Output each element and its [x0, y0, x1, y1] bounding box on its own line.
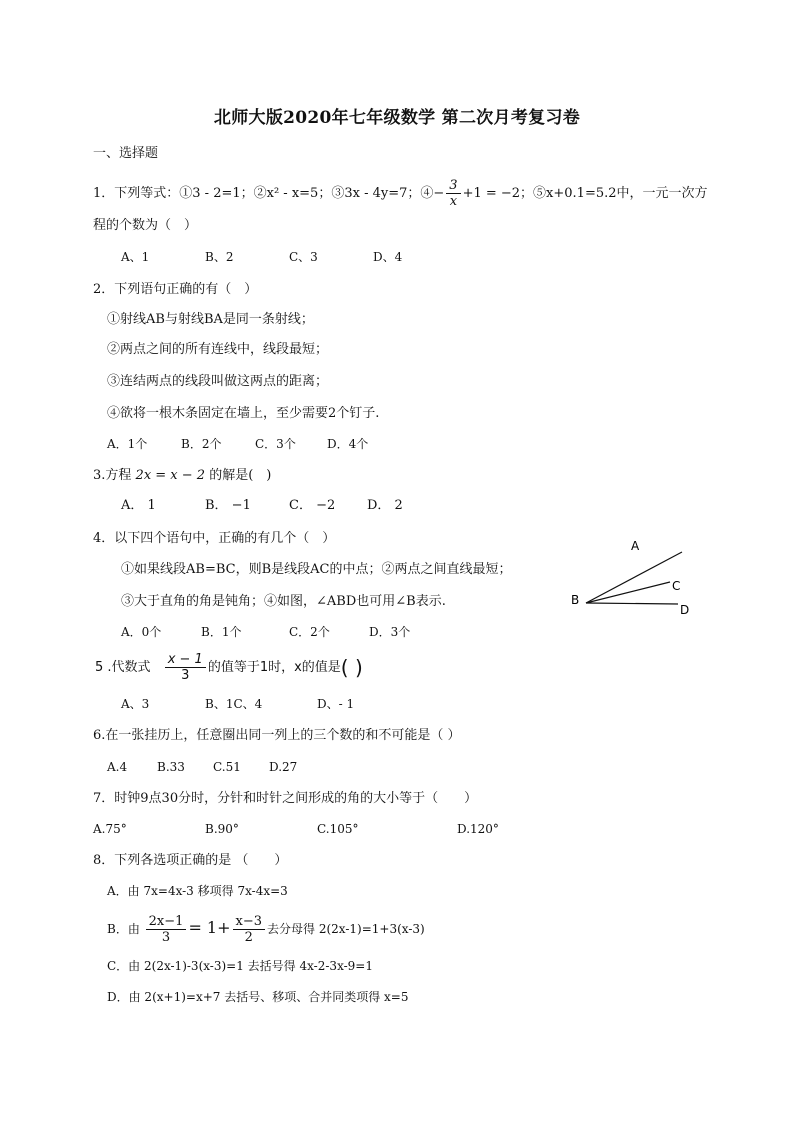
ray-ba [586, 552, 682, 603]
q1-fraction [446, 178, 460, 209]
q1-line2: 程的个数为（ ） [93, 218, 198, 233]
q3-equation: 2x = x − 2 [135, 468, 206, 483]
q5-stem-suffix: 的值等于1时，x的值是 [207, 660, 341, 675]
question-5 [95, 652, 363, 683]
q1-frac-den: x [449, 194, 458, 209]
q5-option-d: D、- 1 [317, 697, 355, 711]
q7-option-c: C.105° [317, 822, 359, 836]
question-7: 7．时钟9点30分时，分针和时针之间形成的角的大小等于（ ） [93, 791, 478, 806]
page-title: 北师大版2020年七年级数学 第二次月考复习卷 [213, 108, 581, 128]
q4-line-1: ①如果线段AB=BC，则B是线段AC的中点；②两点之间直线最短； [121, 562, 512, 577]
q4-line-2: ③大于直角的角是钝角；④如图，∠ABD也可用∠B表示. [121, 594, 446, 609]
q6-option-a: A.4 [107, 760, 128, 774]
question-2: 2．下列语句正确的有（ ） [93, 282, 258, 297]
q8-option-c: C．由 2(2x-1)-3(x-3)=1 去括号得 4x-2-3x-9=1 [107, 959, 373, 973]
q1-neg-sign: − [433, 186, 445, 201]
q8b-frac2-den: 2 [244, 930, 253, 945]
q8b-fraction-1 [146, 914, 187, 945]
question-3 [93, 467, 271, 485]
q7-option-d: D.120° [457, 822, 499, 836]
q1-stem-prefix: 1．下列等式：①3 - 2=1；②x² - x=5；③3x - 4y=7；④ [93, 186, 434, 201]
question-8: 8．下列各选项正确的是 （ ） [93, 853, 288, 868]
q4-option-d: D．3个 [369, 625, 411, 639]
q2-item-3: ③连结两点的线段叫做这两点的距离； [107, 374, 329, 389]
q1-option-c: C、3 [289, 250, 318, 264]
q8b-prefix: B．由 [107, 922, 140, 936]
q2-option-d: D．4个 [327, 437, 369, 451]
q8b-frac1-num: 2x−1 [146, 914, 187, 930]
q1-option-b: B、2 [205, 250, 234, 264]
q5-frac-den: 3 [181, 668, 190, 683]
ray-bc [586, 582, 670, 603]
q1-frac-num: 3 [446, 178, 460, 194]
q8-option-d: D．由 2(x+1)=x+7 去括号、移项、合并同类项得 x=5 [107, 990, 409, 1004]
q7-option-a: A.75° [93, 822, 127, 836]
q6-option-d: D.27 [269, 760, 298, 774]
q3-stem-post: 的解是( ) [209, 468, 272, 483]
q5-option-b: B、1C、4 [205, 697, 263, 711]
q8-option-b [107, 914, 425, 945]
q1-option-a: A、1 [121, 250, 150, 264]
q5-fraction [165, 652, 206, 683]
q3-option-c: C． −2 [289, 498, 336, 513]
question-6: 6.在一张挂历上，任意圈出同一列上的三个数的和不可能是（ ） [93, 728, 461, 743]
question-4: 4．以下四个语句中，正确的有几个（ ） [93, 531, 336, 546]
q3-stem-pre: 3.方程 [93, 468, 132, 483]
q1-option-d: D、4 [373, 250, 403, 264]
q8b-frac1-den: 3 [161, 930, 171, 945]
q5-answer-paren: ( ) [340, 655, 363, 680]
q2-option-b: B．2个 [181, 437, 222, 451]
q2-item-2: ②两点之间的所有连线中，线段最短； [107, 342, 329, 357]
point-label-a: A [631, 539, 640, 553]
q2-option-c: C．3个 [255, 437, 296, 451]
q7-option-b: B.90° [205, 822, 239, 836]
q4-option-a: A．0个 [121, 625, 162, 639]
q2-item-1: ①射线AB与射线BA是同一条射线； [107, 312, 314, 327]
q4-option-c: C．2个 [289, 625, 330, 639]
point-label-c: C [672, 579, 681, 593]
q1-stem-rest: +1 = −2；⑤x+0.1=5.2中，一元一次方 [462, 186, 708, 201]
q6-option-b: B.33 [157, 760, 185, 774]
point-label-b: B [571, 593, 580, 607]
q3-option-b: B． −1 [205, 498, 251, 513]
section-heading: 一、选择题 [93, 146, 159, 161]
q5-stem-prefix: 5 .代数式 [95, 660, 151, 675]
q6-option-c: C.51 [213, 760, 241, 774]
q2-option-a: A．1个 [107, 437, 148, 451]
q8b-fraction-2 [233, 914, 266, 945]
question-1 [93, 178, 708, 209]
q3-option-d: D． 2 [367, 498, 403, 513]
q5-option-a: A、3 [121, 697, 150, 711]
q4-option-b: B．1个 [201, 625, 242, 639]
point-label-d: D [680, 603, 690, 617]
angle-figure [560, 530, 710, 625]
q3-option-a: A． 1 [121, 498, 156, 513]
q2-item-4: ④欲将一根木条固定在墙上，至少需要2个钉子. [107, 406, 380, 421]
q8-option-a: A．由 7x=4x-3 移项得 7x-4x=3 [107, 884, 288, 898]
q8b-suffix: 去分母得 2(2x-1)=1+3(x-3) [267, 922, 425, 936]
q8b-equals: = 1+ [188, 918, 231, 937]
q5-frac-num: x − 1 [165, 652, 206, 668]
q8b-frac2-num: x−3 [233, 914, 266, 930]
ray-bd [586, 603, 678, 604]
